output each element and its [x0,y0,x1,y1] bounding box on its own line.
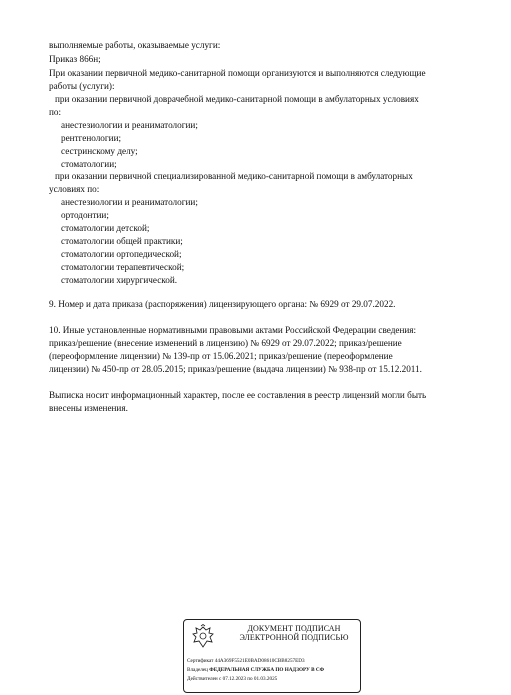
list-item: ортодонтии; [61,210,109,220]
text-line: лицензии) № 450-пр от 28.05.2015; приказ/решение (выдача лицензии) № 938-пр от 15.12.2011. [49,364,422,374]
list-item: стоматологии общей практики; [61,236,183,246]
list-item: анестезиологии и реаниматологии; [61,197,198,207]
text-line: при оказании первичной специализированной медико-санитарной помощи в амбулаторных [55,171,413,181]
electronic-signature-stamp [183,619,361,693]
list-item: анестезиологии и реаниматологии; [61,120,198,130]
coat-of-arms-icon [190,624,216,650]
note-text: внесены изменения. [49,403,128,413]
section-10-text: 10. Иные установленные нормативными правовыми актами Российской Федерации сведения: [49,325,417,335]
list-item: стоматологии терапевтической; [61,262,185,272]
list-item: сестринскому делу; [61,146,138,156]
stamp-title-line2: ЭЛЕКТРОННОЙ ПОДПИСЬЮ [239,633,349,642]
text-line: Приказ 866н; [49,54,101,64]
validity-text: Действителен с 07.12.2023 по 01.03.2025 [187,676,278,682]
list-item: рентгенологии; [61,133,122,143]
owner-row [187,667,324,673]
text-line: выполняемые работы, оказываемые услуги: [49,40,221,50]
list-item: стоматологии детской; [61,223,150,233]
certificate-label: Сертификат [187,658,214,664]
certificate-value: 44A369F5521E0BAD08610CBB8257ED3 [214,658,305,664]
text-line: (переоформление лицензии) № 139-пр от 15.06.2021; приказ/решение (переоформление [49,351,393,361]
list-item: стоматологии ортопедической; [61,249,182,259]
certificate-row [187,658,305,664]
text-line: При оказании первичной медико-санитарной помощи организуются и выполняются следующие [49,68,426,78]
text-line: при оказании первичной доврачебной медико-санитарной помощи в амбулаторных условиях [55,94,419,104]
text-line: по: [49,107,62,117]
text-line: условиях по: [49,184,100,194]
owner-label: Владелец [187,667,208,673]
note-text: Выписка носит информационный характер, после ее составления в реестр лицензий могли быть [49,390,427,400]
section-9-text: 9. Номер и дата приказа (распоряжения) лицензирующего органа: № 6929 от 29.07.2022. [49,299,396,309]
text-line: работы (услуги): [49,81,115,91]
list-item: стоматологии; [61,159,117,169]
owner-value: ФЕДЕРАЛЬНАЯ СЛУЖБА ПО НАДЗОРУ В СФ [209,667,325,673]
stamp-title-line1: ДОКУМЕНТ ПОДПИСАН [247,624,341,633]
text-line: приказ/решение (внесение изменений в лицензию) № 6929 от 29.07.2022; приказ/решение [49,338,402,348]
list-item: стоматологии хирургической. [61,275,178,285]
